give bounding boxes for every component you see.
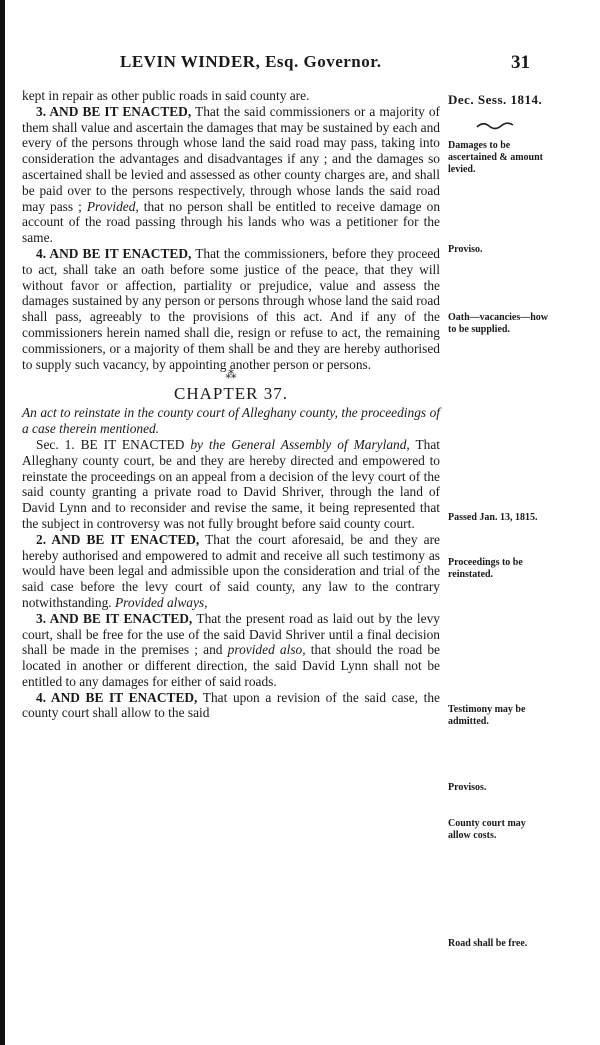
section-heading: 2. AND BE IT ENACTED, [36,531,200,547]
chapter-section-2 [22,532,440,611]
margin-note-session: Dec. Sess. 1814. [448,92,543,107]
section-heading: 4. AND BE IT ENACTED, [36,689,198,705]
chapter-section-1 [22,437,440,532]
running-header [60,50,540,78]
margin-note-reinstated: Proceedings to be reinstated. [448,557,523,580]
margin-note-damages: Damages to be ascertained & amount levied. [448,140,543,175]
act-title: An act to reinstate in the county court of Alleghany county, the proceedings of a case therein mentioned. [22,405,440,437]
section-4-paragraph [22,246,440,372]
proviso-also-phrase: provided also, [222,642,306,658]
margin-note-oath: Oath—vacancies—how to be supplied. [448,312,548,335]
section-text-tail: that should the road be located in another or different direction, the said David Lynn shall not be entitled to any damages for either of said roads. [22,642,441,689]
chapter-section-4 [22,690,440,722]
margin-note-costs: County court may allow costs. [448,818,526,841]
margin-note-passed: Passed Jan. 13, 1815. [448,512,538,523]
section-heading: 3. AND BE IT ENACTED, [36,610,193,626]
page-number: 31 [511,52,530,73]
section-text-tail: that no person shall be entitled to receive damage on account of the road passing through his lands who was a petitioner for the same. [22,198,441,246]
chapter-section-3 [22,611,440,690]
assembly-phrase: by the General Assembly of Maryland, [184,436,410,452]
chapter-heading: CHAPTER 37. [174,384,288,404]
margin-note-provisos: Provisos. [448,782,487,793]
running-title: LEVIN WINDER, Esq. Governor. [120,52,382,71]
swash-ornament-icon [475,121,515,131]
chapter-ornament-icon: ⁂ [225,369,237,382]
section-text: That the commissioners, before they proceed to act, shall take an oath before some justice of the peace, that they will without favor or affection, partiality or prejudice, value and assess the damages sustained by any person or persons through whose land the said road shall pass, agreeably to the provisions of this act. And if any of the commissioners herein named shall die, resign or refuse to act, the remaining commissioners, or a majority of them shall be and they are hereby authorised to supply such vacancy, by appointing another person or persons. [22,245,440,372]
section-heading: 4. AND BE IT ENACTED, [36,245,192,261]
margin-note-proviso: Proviso. [448,244,483,255]
section-text: That Alleghany county court, be and they are hereby directed and empowered to reinstate the proceedings on an appeal from a decision of the levy court of the said county granting a private road to David Shriver, through the land of David Lynn and to reconsider and revise the same, it being represented that the subject in controversy was not fully brought before said county court. [22,436,440,531]
page-binding-edge [0,0,5,1045]
section-text: That upon a revision of the said case, the county court shall allow to the said [22,689,441,721]
section-text: That the court aforesaid, be and they are hereby authorised and empowered to admit and receive all such testimony as would have been legal and admissible upon the consideration and trial of the said case before the levy court of said county, any law to the contrary notwithstanding. [22,531,440,610]
proviso-word: Provided, [81,198,139,214]
section-heading: 3. AND BE IT ENACTED, [36,103,192,119]
margin-note-road-free: Road shall be free. [448,938,528,949]
margin-note-testimony: Testimony may be admitted. [448,704,526,727]
section-heading: Sec. 1. BE IT ENACTED [36,436,185,452]
section-3-paragraph [22,104,440,246]
section-text: That the said commissioners or a majority of them shall value and ascertain the damages that may be sustained by each and every of the persons through whose land the said road may pass, taking into consideration the advantages and disadvantages if any ; and the damages so ascertained shall be levied and assessed as other county charges are, and shall be paid over to the persons respectively, through whose lands the said road may pass ; [22,103,440,214]
paragraph-repair: kept in repair as other public roads in said county are. [22,88,310,103]
section-text: That the present road as laid out by the levy court, shall be free for the use of the said David Shriver until a final decision shall be made in the premises ; and [22,610,440,658]
proviso-phrase: Provided always, [111,594,208,610]
page-body [22,88,440,721]
